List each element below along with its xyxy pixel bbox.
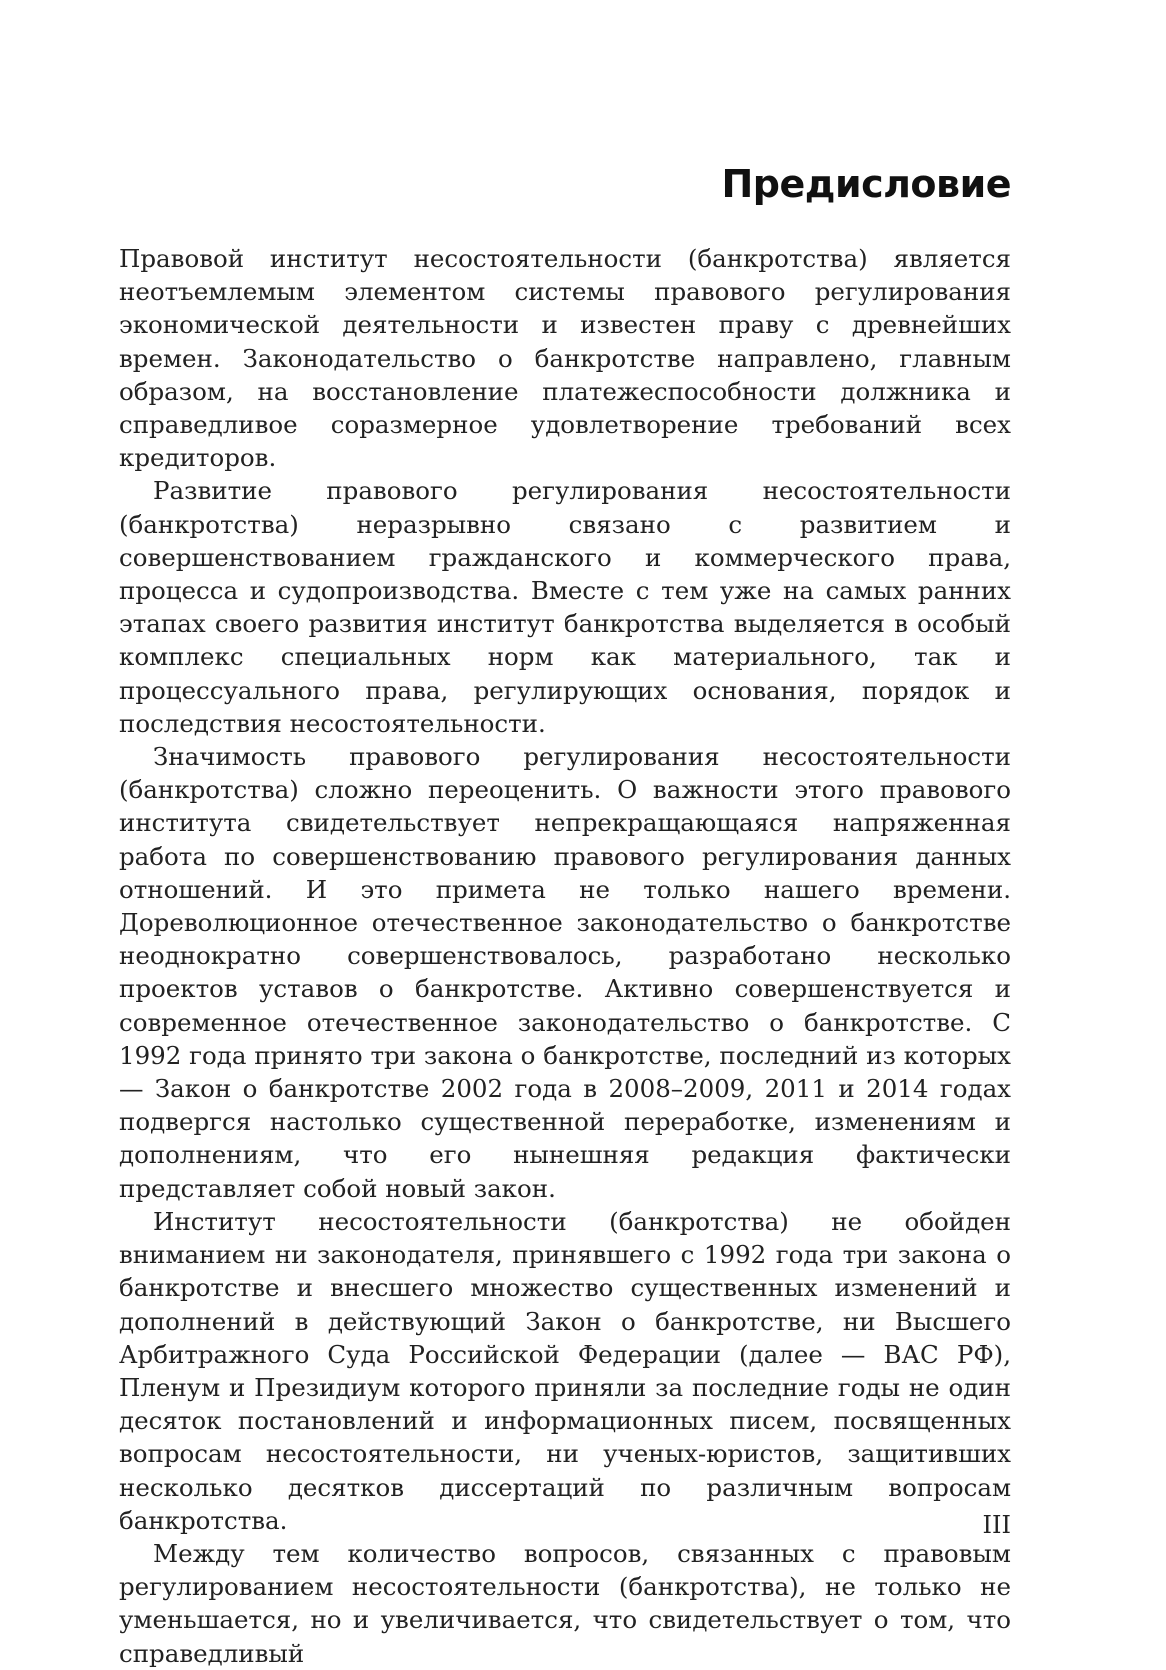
paragraph-5: Между тем количество вопросов, связанных с правовым регулированием несостоятельности (банкротства), не только не уменьшается, но и увеличивается, что свидетельствует о том, что справедливый <box>119 1538 1011 1668</box>
body-text <box>119 242 1011 1670</box>
chapter-heading: Предисловие <box>721 162 1011 206</box>
paragraph-2: Развитие правового регулирования несостоятельности (банкротства) неразрывно связано с развитием и совершенствованием гражданского и коммерческого права, процесса и судопроизводства. Вместе с тем уже на самых ранних этапах своего развития институт банкротства выделяется в особый комплекс специальных норм как материального, так и процессуального права, регулирующих основания, порядок и последствия несостоятельности. <box>119 476 1011 738</box>
page-number: III <box>982 1511 1011 1539</box>
paragraph-4: Институт несостоятельности (банкротства) не обойден вниманием ни законодателя, принявшего с 1992 года три закона о банкротстве и внесшего множество существенных изменений и дополнений в действующий Закон о банкротстве, ни Высшего Арбитражного Суда Российской Федерации (далее — ВАС РФ), Пленум и Президиум которого приняли за последние годы не один десяток постановлений и информационных писем, посвященных вопросам несостоятельности, ни ученых-юристов, защитивших несколько десятков диссертаций по различным вопросам банкротства. <box>119 1206 1011 1535</box>
paragraph-1: Правовой институт несостоятельности (банкротства) является неотъемлемым элементом системы правового регулирования экономической деятельности и известен праву с древнейших времен. Законодательство о банкротстве направлено, главным образом, на восстановление платежеспособности должника и справедливое соразмерное удовлетворение требований всех кредиторов. <box>119 244 1011 473</box>
paragraph-3: Значимость правового регулирования несостоятельности (банкротства) сложно переоценить. О важности этого правового института свидетельствует непрекращающаяся напряженная работа по совершенствованию правового регулирования данных отношений. И это примета не только нашего времени. Дореволюционное отечественное законодательство о банкротстве неоднократно совершенствовалось, разработано несколько проектов уставов о банкротстве. Активно совершенствуется и современное отечественное законодательство о банкротстве. С 1992 года принято три закона о банкротстве, последний из которых — Закон о банкротстве 2002 года в 2008–2009, 2011 и 2014 годах подвергся настолько существенной переработке, изменениям и дополнениям, что его нынешняя редакция фактически представляет собой новый закон. <box>119 742 1011 1203</box>
